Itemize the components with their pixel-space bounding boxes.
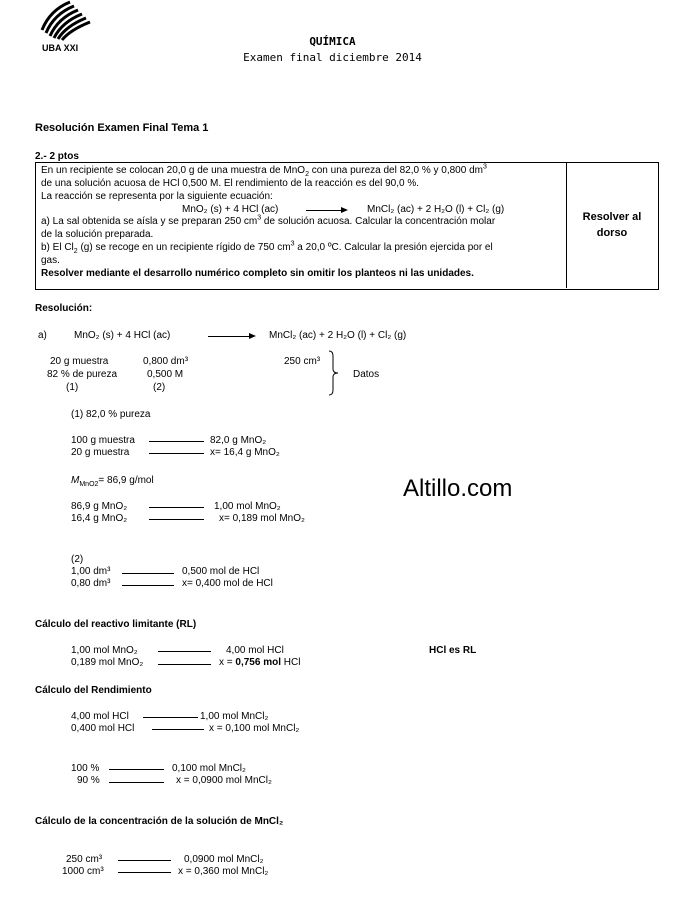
data-volumen-solucion: 250 cm³ bbox=[284, 356, 321, 367]
yield-4a: 90 % bbox=[77, 775, 100, 786]
step-6: (2) bbox=[71, 554, 84, 565]
limiting-conclusion: HCl es RL bbox=[429, 645, 477, 656]
subject-title: QUÍMICA bbox=[309, 35, 356, 48]
step-8a: 0,80 dm³ bbox=[71, 578, 111, 589]
problem-text-2: de una solución acuosa de HCl 0,500 M. El rendimiento de la reacción es del 90,0 %. bbox=[41, 178, 420, 189]
step-3a: 20 g muestra bbox=[71, 447, 130, 458]
logo-text: UBA XXI bbox=[42, 43, 79, 53]
resolution-equation-right: MnCl₂ (ac) + 2 H₂O (l) + Cl₂ (g) bbox=[269, 330, 407, 341]
step-4-line bbox=[149, 507, 204, 508]
limiting-2a: 0,189 mol MnO₂ bbox=[71, 657, 144, 668]
yield-2a: 0,400 mol HCl bbox=[71, 723, 135, 734]
problem-text-b1: b) El $Cl_2$ (g) se recoge en un recipiente rígido de 750 $cm^3$ a 20,0 ºC. Calcular la presión ejercida por el bbox=[41, 240, 493, 255]
watermark: Altillo.com bbox=[403, 475, 513, 502]
yield-3a: 100 % bbox=[71, 763, 100, 774]
problem-equation-left: MnO₂ (s) + 4 HCl (ac) bbox=[182, 204, 279, 215]
step-8-line bbox=[122, 585, 174, 586]
step-3-line bbox=[149, 453, 204, 454]
yield-2b: x = 0,100 mol MnCl₂ bbox=[209, 723, 300, 734]
step-2a: 100 g muestra bbox=[71, 435, 135, 446]
problem-equation-arrow bbox=[306, 210, 346, 211]
problem-text-a1: a) La sal obtenida se aísla y se preparan 250 $cm^3$ de solución acuosa. Calcular la concentración molar bbox=[41, 214, 496, 227]
problem-text-3: La reacción se representa por la siguiente ecuación: bbox=[41, 191, 273, 202]
problem-equation-right: MnCl₂ (ac) + 2 H₂O (l) + Cl₂ (g) bbox=[367, 204, 505, 215]
step-7b: 0,500 mol de HCl bbox=[182, 566, 260, 577]
concentration-2b: x = 0,360 mol MnCl₂ bbox=[178, 866, 269, 877]
concentration-2-line bbox=[118, 872, 171, 873]
data-molaridad: 0,500 M bbox=[147, 369, 184, 380]
problem-side-divider bbox=[566, 162, 567, 288]
limiting-2-line bbox=[158, 664, 211, 665]
concentration-1-line bbox=[118, 860, 171, 861]
limiting-2b: x = 0,756 mol HCl bbox=[219, 657, 301, 668]
limiting-1b: 4,00 mol HCl bbox=[226, 645, 284, 656]
step-3b: x= 16,4 g MnO₂ bbox=[210, 447, 280, 458]
step-2-line bbox=[149, 441, 204, 442]
limiting-1-line bbox=[158, 651, 211, 652]
yield-1-line bbox=[143, 717, 198, 718]
step-5-line bbox=[149, 519, 204, 520]
yield-3-line bbox=[109, 769, 164, 770]
concentration-1a: 250 cm³ bbox=[66, 854, 103, 865]
problem-instruction: Resolver mediante el desarrollo numérico completo sin omitir los planteos ni las unidades. bbox=[41, 268, 474, 279]
yield-2-line bbox=[152, 729, 204, 730]
concentration-heading: Cálculo de la concentración de la solución de MnCl₂ bbox=[35, 816, 284, 827]
step-pureza: (1) 82,0 % pureza bbox=[71, 409, 151, 420]
data-volumen: 0,800 dm³ bbox=[143, 356, 189, 367]
resolution-equation-left: MnO₂ (s) + 4 HCl (ac) bbox=[74, 330, 171, 341]
problem-number: 2.- 2 ptos bbox=[35, 151, 79, 162]
step-5a: 16,4 g MnO₂ bbox=[71, 513, 128, 524]
page-title: Resolución Examen Final Tema 1 bbox=[35, 122, 209, 134]
yield-heading: Cálculo del Rendimiento bbox=[35, 685, 152, 696]
data-muestra: 20 g muestra bbox=[50, 356, 109, 367]
step-7-line bbox=[122, 573, 174, 574]
step-8b: x= 0,400 mol de HCl bbox=[182, 578, 273, 589]
data-ref-1: (1) bbox=[66, 382, 79, 393]
resolution-heading: Resolución: bbox=[35, 303, 93, 314]
yield-4b: x = 0,0900 mol MnCl₂ bbox=[176, 775, 272, 786]
data-ref-2: (2) bbox=[153, 382, 166, 393]
limiting-heading: Cálculo del reactivo limitante (RL) bbox=[35, 619, 197, 630]
problem-text-1: En un recipiente se colocan 20,0 g de una muestra de MnO$_2$ con una pureza del 82,0 % y 0,800 $dm^3$ bbox=[41, 163, 487, 178]
step-2b: 82,0 g MnO₂ bbox=[210, 435, 267, 446]
data-pureza: 82 % de pureza bbox=[47, 369, 118, 380]
side-label-1: Resolver al bbox=[582, 211, 642, 223]
concentration-2a: 1000 cm³ bbox=[62, 866, 104, 877]
resolution-equation-arrow bbox=[208, 336, 254, 337]
data-brace-icon bbox=[327, 350, 343, 396]
data-label: Datos bbox=[353, 369, 380, 380]
yield-3b: 0,100 mol MnCl₂ bbox=[172, 763, 246, 774]
problem-text-b2: gas. bbox=[41, 255, 60, 266]
step-4a: 86,9 g MnO₂ bbox=[71, 501, 128, 512]
concentration-1b: 0,0900 mol MnCl₂ bbox=[184, 854, 264, 865]
yield-1b: 1,00 mol MnCl₂ bbox=[200, 711, 269, 722]
yield-4-line bbox=[109, 782, 164, 783]
exam-title: Examen final diciembre 2014 bbox=[243, 51, 422, 64]
step-7a: 1,00 dm³ bbox=[71, 566, 111, 577]
step-4b: 1,00 mol MnO₂ bbox=[214, 501, 281, 512]
yield-1a: 4,00 mol HCl bbox=[71, 711, 129, 722]
step-5b: x= 0,189 mol MnO₂ bbox=[219, 513, 305, 524]
side-label-2: dorso bbox=[596, 227, 628, 239]
molar-mass: $M_{MnO2}= 86,9$ g/mol bbox=[71, 475, 154, 488]
problem-text-a2: de la solución preparada. bbox=[41, 229, 154, 240]
part-a-label: a) bbox=[38, 330, 47, 341]
limiting-1a: 1,00 mol MnO₂ bbox=[71, 645, 138, 656]
